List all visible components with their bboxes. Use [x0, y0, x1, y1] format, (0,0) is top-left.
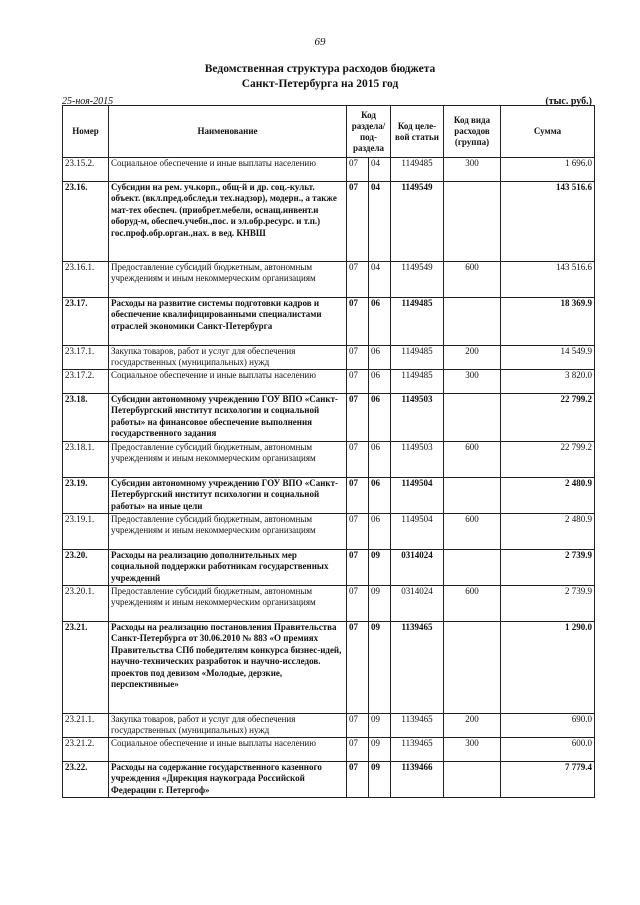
header-article: Код целе-вой статьи: [391, 106, 444, 158]
row-name: Социальное обеспечение и иные выплаты населению: [109, 370, 347, 394]
row-expense-type: 600: [444, 262, 501, 298]
row-subsection-code: 09: [369, 714, 391, 738]
row-subsection-code: 04: [369, 182, 391, 262]
row-name: Расходы на содержание государственного казенного учреждения «Дирекция наукограда Российской Федерации г. Петергоф»: [109, 762, 347, 798]
row-expense-type: [444, 622, 501, 714]
header-amount: Сумма: [501, 106, 595, 158]
row-name: Расходы на реализацию дополнительных мер социальной поддержки работникам государственных учреждений: [109, 550, 347, 586]
table-row: [63, 394, 595, 442]
row-expense-type: 200: [444, 346, 501, 370]
row-amount: 1 290.0: [501, 622, 595, 714]
row-article-code: 1149503: [391, 442, 444, 478]
row-amount: 3 820.0: [501, 370, 595, 394]
table-row: [63, 550, 595, 586]
row-article-code: 1149485: [391, 158, 444, 182]
row-subsection-code: 06: [369, 370, 391, 394]
row-number: 23.15.2.: [63, 158, 109, 182]
row-section-code: 07: [347, 370, 369, 394]
row-section-code: 07: [347, 262, 369, 298]
row-amount: 7 779.4: [501, 762, 595, 798]
document-title: [0, 62, 640, 92]
row-name: Субсидии на рем. уч.корп., общ-й и др. соц.-культ. объект. (вкл.пред.обслед.и тех.надзор), модерн., а также мат-тех обеспеч. (приобрет.мебели, оснащ.инвент.и оборуд-м, обеспеч.учебн.,пос. и эл.обр.ресурс. и т.п.) гос.проф.обр.орган.,нах. в вед. КНВШ: [109, 182, 347, 262]
row-article-code: 1149485: [391, 346, 444, 370]
row-article-code: 1139465: [391, 714, 444, 738]
row-section-code: 07: [347, 622, 369, 714]
title-line-2: Санкт-Петербурга на 2015 год: [241, 78, 399, 90]
row-expense-type: [444, 182, 501, 262]
row-article-code: 1139465: [391, 738, 444, 762]
row-article-code: 1149504: [391, 478, 444, 514]
row-name: Закупка товаров, работ и услуг для обеспечения государственных (муниципальных) нужд: [109, 714, 347, 738]
row-article-code: 1139465: [391, 622, 444, 714]
row-name: Социальное обеспечение и иные выплаты населению: [109, 738, 347, 762]
row-expense-type: 300: [444, 158, 501, 182]
row-section-code: 07: [347, 442, 369, 478]
row-amount: 22 799.2: [501, 394, 595, 442]
row-article-code: 1149485: [391, 370, 444, 394]
row-expense-type: 600: [444, 442, 501, 478]
row-amount: 2 739.9: [501, 586, 595, 622]
document-date: 25-ноя-2015: [62, 96, 114, 107]
row-amount: 143 516.6: [501, 182, 595, 262]
row-number: 23.20.1.: [63, 586, 109, 622]
row-number: 23.18.1.: [63, 442, 109, 478]
header-name: Наименование: [109, 106, 347, 158]
row-amount: 143 516.6: [501, 262, 595, 298]
row-article-code: 1139466: [391, 762, 444, 798]
row-article-code: 1149549: [391, 262, 444, 298]
row-amount: 18 369.9: [501, 298, 595, 346]
row-name: Субсидии автономному учреждению ГОУ ВПО «Санкт-Петербургский институт психологии и социальной работы» на иные цели: [109, 478, 347, 514]
row-expense-type: [444, 762, 501, 798]
table-row: [63, 738, 595, 762]
row-amount: 600.0: [501, 738, 595, 762]
table-row: [63, 442, 595, 478]
row-article-code: 0314024: [391, 586, 444, 622]
table-row: [63, 714, 595, 738]
row-article-code: 1149504: [391, 514, 444, 550]
row-subsection-code: 06: [369, 514, 391, 550]
row-article-code: 1149503: [391, 394, 444, 442]
title-line-1: Ведомственная структура расходов бюджета: [204, 63, 436, 75]
table-row: [63, 182, 595, 262]
row-number: 23.21.: [63, 622, 109, 714]
row-section-code: 07: [347, 738, 369, 762]
row-number: 23.17.2.: [63, 370, 109, 394]
row-subsection-code: 09: [369, 622, 391, 714]
row-expense-type: [444, 550, 501, 586]
header-section: Код раздела/ под-раздела: [347, 106, 391, 158]
table-row: [63, 298, 595, 346]
table-body: [63, 158, 595, 798]
row-expense-type: 300: [444, 738, 501, 762]
row-name: Социальное обеспечение и иные выплаты населению: [109, 158, 347, 182]
row-name: Расходы на развитие системы подготовки кадров и обеспечение квалифицированными специалистами отраслей экономики Санкт-Петербурга: [109, 298, 347, 346]
row-section-code: 07: [347, 346, 369, 370]
row-expense-type: 200: [444, 714, 501, 738]
table-row: [63, 158, 595, 182]
table-row: [63, 370, 595, 394]
row-number: 23.16.: [63, 182, 109, 262]
table-row: [63, 346, 595, 370]
row-section-code: 07: [347, 182, 369, 262]
row-name: Субсидии автономному учреждению ГОУ ВПО «Санкт-Петербургский институт психологии и социальной работы» на финансовое обеспечение выполнения государственного задания: [109, 394, 347, 442]
table-row: [63, 622, 595, 714]
header-number: Номер: [63, 106, 109, 158]
row-number: 23.19.: [63, 478, 109, 514]
row-expense-type: [444, 394, 501, 442]
row-section-code: 07: [347, 394, 369, 442]
table-row: [63, 478, 595, 514]
row-amount: 2 480.9: [501, 514, 595, 550]
row-name: Расходы на реализацию постановления Правительства Санкт-Петербурга от 30.06.2010 № 883 «О премиях Правительства СПб победителям конкурса бизнес-идей, научно-технических разработок и научно-исследов. проектов под девизом «Молодые, дерзкие, перспективные»: [109, 622, 347, 714]
row-number: 23.22.: [63, 762, 109, 798]
row-section-code: 07: [347, 298, 369, 346]
row-subsection-code: 06: [369, 478, 391, 514]
row-amount: 1 696.0: [501, 158, 595, 182]
row-article-code: 1149549: [391, 182, 444, 262]
row-section-code: 07: [347, 714, 369, 738]
units-label: (тыс. руб.): [545, 96, 592, 107]
table-row: [63, 762, 595, 798]
row-name: Предоставление субсидий бюджетным, автономным учреждениям и иным некоммерческим организациям: [109, 586, 347, 622]
row-amount: 2 739.9: [501, 550, 595, 586]
row-subsection-code: 06: [369, 442, 391, 478]
row-amount: 2 480.9: [501, 478, 595, 514]
row-subsection-code: 09: [369, 762, 391, 798]
row-article-code: 0314024: [391, 550, 444, 586]
row-subsection-code: 09: [369, 738, 391, 762]
table-row: [63, 514, 595, 550]
table-header-row: [63, 106, 595, 158]
row-section-code: 07: [347, 550, 369, 586]
row-number: 23.17.: [63, 298, 109, 346]
row-article-code: 1149485: [391, 298, 444, 346]
row-number: 23.16.1.: [63, 262, 109, 298]
row-number: 23.21.2.: [63, 738, 109, 762]
row-amount: 22 799.2: [501, 442, 595, 478]
row-number: 23.19.1.: [63, 514, 109, 550]
row-section-code: 07: [347, 762, 369, 798]
budget-table: [62, 105, 595, 798]
row-subsection-code: 04: [369, 158, 391, 182]
row-amount: 14 549.9: [501, 346, 595, 370]
row-expense-type: 300: [444, 370, 501, 394]
page-number: 69: [314, 36, 326, 48]
row-section-code: 07: [347, 514, 369, 550]
header-expense-type: Код вида расходов (группа): [444, 106, 501, 158]
row-section-code: 07: [347, 478, 369, 514]
row-expense-type: 600: [444, 586, 501, 622]
row-expense-type: [444, 298, 501, 346]
row-expense-type: [444, 478, 501, 514]
row-name: Предоставление субсидий бюджетным, автономным учреждениям и иным некоммерческим организациям: [109, 514, 347, 550]
row-number: 23.18.: [63, 394, 109, 442]
row-name: Закупка товаров, работ и услуг для обеспечения государственных (муниципальных) нужд: [109, 346, 347, 370]
row-number: 23.17.1.: [63, 346, 109, 370]
table-row: [63, 586, 595, 622]
row-subsection-code: 06: [369, 298, 391, 346]
row-name: Предоставление субсидий бюджетным, автономным учреждениям и иным некоммерческим организациям: [109, 442, 347, 478]
row-number: 23.21.1.: [63, 714, 109, 738]
row-number: 23.20.: [63, 550, 109, 586]
row-subsection-code: 09: [369, 550, 391, 586]
row-subsection-code: 06: [369, 394, 391, 442]
row-subsection-code: 06: [369, 346, 391, 370]
row-section-code: 07: [347, 158, 369, 182]
row-expense-type: 600: [444, 514, 501, 550]
table-row: [63, 262, 595, 298]
row-name: Предоставление субсидий бюджетным, автономным учреждениям и иным некоммерческим организациям: [109, 262, 347, 298]
row-subsection-code: 04: [369, 262, 391, 298]
row-section-code: 07: [347, 586, 369, 622]
row-amount: 690.0: [501, 714, 595, 738]
row-subsection-code: 09: [369, 586, 391, 622]
